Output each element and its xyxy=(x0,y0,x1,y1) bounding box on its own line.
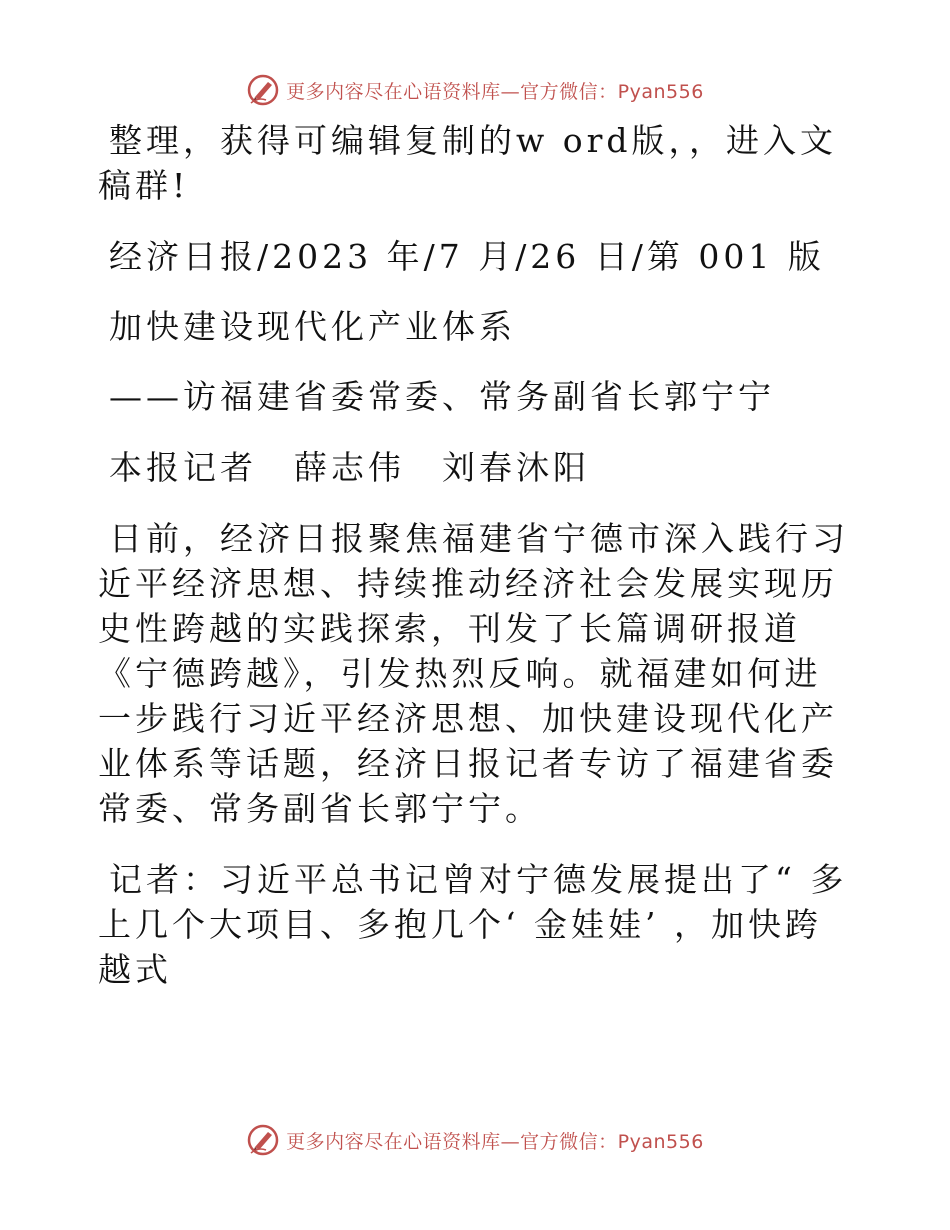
pen-circle-logo-icon xyxy=(246,1123,280,1157)
article-subtitle: ——访福建省委常委、常务副省长郭宁宁 xyxy=(109,377,775,416)
wechat-id: Pyan556 xyxy=(617,80,704,103)
wechat-id: Pyan556 xyxy=(617,1130,704,1153)
banner-label: 更多内容尽在心语资料库—官方微信：Pyan556 xyxy=(286,80,704,103)
body-paragraph: 日前，经济日报聚焦福建省宁德市深入践行习近平经济思想、持续推动经济社会发展实现历史性跨越的实践探索，刊发了长篇调研报道《宁德跨越》，引发热烈反响。就福建如何进一步践行习近平经济思想、加快建设现代化产业体系等话题，经济日报记者专访了福建省委常委、常务副省长郭宁宁。 xyxy=(98,519,849,828)
question-paragraph: 记者：习近平总书记曾对宁德发展提出了“ 多上几个大项目、多抱几个‘ 金娃娃’ ，加快跨越式 xyxy=(98,860,848,989)
article-title: 加快建设现代化产业体系 xyxy=(109,307,516,346)
footer-banner xyxy=(0,1120,950,1160)
document-body xyxy=(98,118,858,992)
intro-paragraph: 整理，获得可编辑复制的w ord版，，进入文稿群! xyxy=(98,121,838,205)
banner-label: 更多内容尽在心语资料库—官方微信：Pyan556 xyxy=(286,1130,704,1153)
header-banner xyxy=(0,70,950,110)
pen-circle-logo-icon xyxy=(246,73,280,107)
byline: 本报记者 薛志伟 刘春沐阳 xyxy=(109,448,590,487)
source-line: 经济日报/2023 年/7 月/26 日/第 001 版 xyxy=(109,237,825,276)
